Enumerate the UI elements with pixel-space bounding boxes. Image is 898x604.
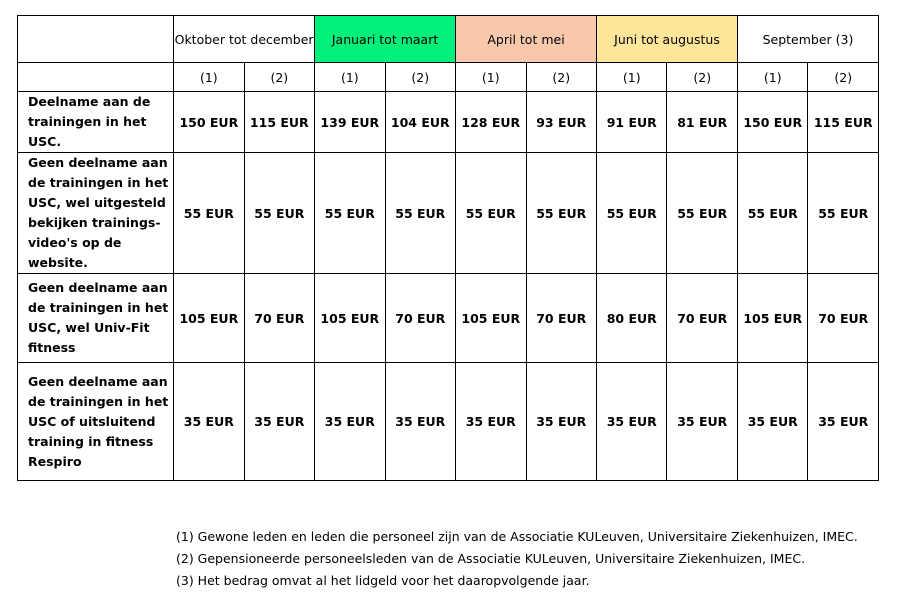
fee-cell: 35 EUR [597, 363, 667, 481]
fee-cell: 35 EUR [456, 363, 526, 481]
fee-cell: 35 EUR [315, 363, 385, 481]
row-label-line: Geen deelname aan [28, 155, 168, 170]
fee-cell: 104 EUR [385, 92, 455, 153]
subcol-2: (2) [667, 63, 738, 92]
fee-cell: 55 EUR [597, 153, 667, 274]
row-label [18, 153, 174, 274]
table-row [18, 274, 879, 363]
row-label-line: USC of uitsluitend [28, 413, 156, 429]
fee-cell: 55 EUR [808, 153, 879, 274]
subcol-1: (1) [174, 63, 244, 92]
row-label-line: training in fitness [28, 433, 154, 449]
fee-cell: 150 EUR [737, 92, 807, 153]
fee-cell: 70 EUR [244, 274, 315, 363]
row-label-line: trainingen in het USC. [28, 114, 147, 149]
subcol-1: (1) [737, 63, 807, 92]
fee-cell: 150 EUR [174, 92, 244, 153]
row-label-line: de trainingen in het [28, 175, 169, 190]
row-label-line: Respiro [28, 453, 82, 469]
row-label-line: de trainingen in het [28, 300, 169, 315]
fee-cell: 105 EUR [737, 274, 807, 363]
period-april: April tot mei [456, 16, 597, 63]
fee-cell: 35 EUR [526, 363, 596, 481]
footnote-2: (2) Gepensioneerde personeelsleden van de Associatie KULeuven, Universitaire Ziekenhuizen, IMEC. [176, 551, 806, 566]
subcol-2: (2) [808, 63, 879, 92]
row-label-line: USC, wel uitgesteld [28, 195, 166, 210]
fee-cell: 35 EUR [385, 363, 455, 481]
fee-cell: 55 EUR [456, 153, 526, 274]
subcol-2: (2) [526, 63, 596, 92]
period-juni: Juni tot augustus [597, 16, 738, 63]
subcolumn-header-row [18, 63, 879, 92]
fee-cell: 70 EUR [808, 274, 879, 363]
fee-cell: 139 EUR [315, 92, 385, 153]
subcol-1: (1) [597, 63, 667, 92]
period-header-row [18, 16, 879, 63]
footnote-3: (3) Het bedrag omvat al het lidgeld voor het daaropvolgende jaar. [176, 573, 590, 588]
table-row [18, 92, 879, 153]
fee-cell: 91 EUR [597, 92, 667, 153]
subcol-2: (2) [385, 63, 455, 92]
subcol-1: (1) [315, 63, 385, 92]
subcol-1: (1) [456, 63, 526, 92]
row-label-line: video's op de website. [28, 235, 122, 270]
fee-table [17, 15, 879, 481]
corner-cell [18, 16, 174, 63]
row-label-line: Geen deelname aan [28, 373, 168, 389]
fee-cell: 115 EUR [808, 92, 879, 153]
fee-cell: 93 EUR [526, 92, 596, 153]
fee-cell: 128 EUR [456, 92, 526, 153]
footnote-1: (1) Gewone leden en leden die personeel zijn van de Associatie KULeuven, Universitaire Ziekenhuizen, IMEC. [176, 529, 858, 544]
fee-cell: 35 EUR [244, 363, 315, 481]
table-row [18, 363, 879, 481]
row-label [18, 363, 174, 481]
fee-cell: 70 EUR [667, 274, 738, 363]
row-label [18, 274, 174, 363]
fee-cell: 105 EUR [456, 274, 526, 363]
fee-cell: 35 EUR [174, 363, 244, 481]
period-oktober: Oktober tot december [174, 16, 315, 63]
row-label-line: USC, wel Univ-Fit [28, 320, 150, 335]
fee-cell: 55 EUR [385, 153, 455, 274]
row-label [18, 92, 174, 153]
subcolumn-corner-cell [18, 63, 174, 92]
period-januari: Januari tot maart [315, 16, 456, 63]
fee-cell: 70 EUR [385, 274, 455, 363]
fee-cell: 115 EUR [244, 92, 315, 153]
fee-cell: 80 EUR [597, 274, 667, 363]
row-label-line: Geen deelname aan [28, 280, 168, 295]
fee-cell: 105 EUR [315, 274, 385, 363]
fee-cell: 105 EUR [174, 274, 244, 363]
fee-cell: 35 EUR [808, 363, 879, 481]
fee-cell: 55 EUR [315, 153, 385, 274]
fee-cell: 55 EUR [174, 153, 244, 274]
fee-cell: 35 EUR [737, 363, 807, 481]
fee-cell: 55 EUR [526, 153, 596, 274]
subcol-2: (2) [244, 63, 315, 92]
fee-cell: 55 EUR [667, 153, 738, 274]
fee-cell: 55 EUR [737, 153, 807, 274]
table-row [18, 153, 879, 274]
fee-cell: 35 EUR [667, 363, 738, 481]
row-label-line: fitness [28, 340, 76, 355]
fee-cell: 70 EUR [526, 274, 596, 363]
fee-cell: 81 EUR [667, 92, 738, 153]
row-label-line: de trainingen in het [28, 393, 169, 409]
fee-cell: 55 EUR [244, 153, 315, 274]
row-label-line: Deelname aan de [28, 94, 151, 109]
row-label-line: bekijken trainings- [28, 215, 161, 230]
period-september: September (3) [737, 16, 878, 63]
footnotes [176, 526, 858, 592]
